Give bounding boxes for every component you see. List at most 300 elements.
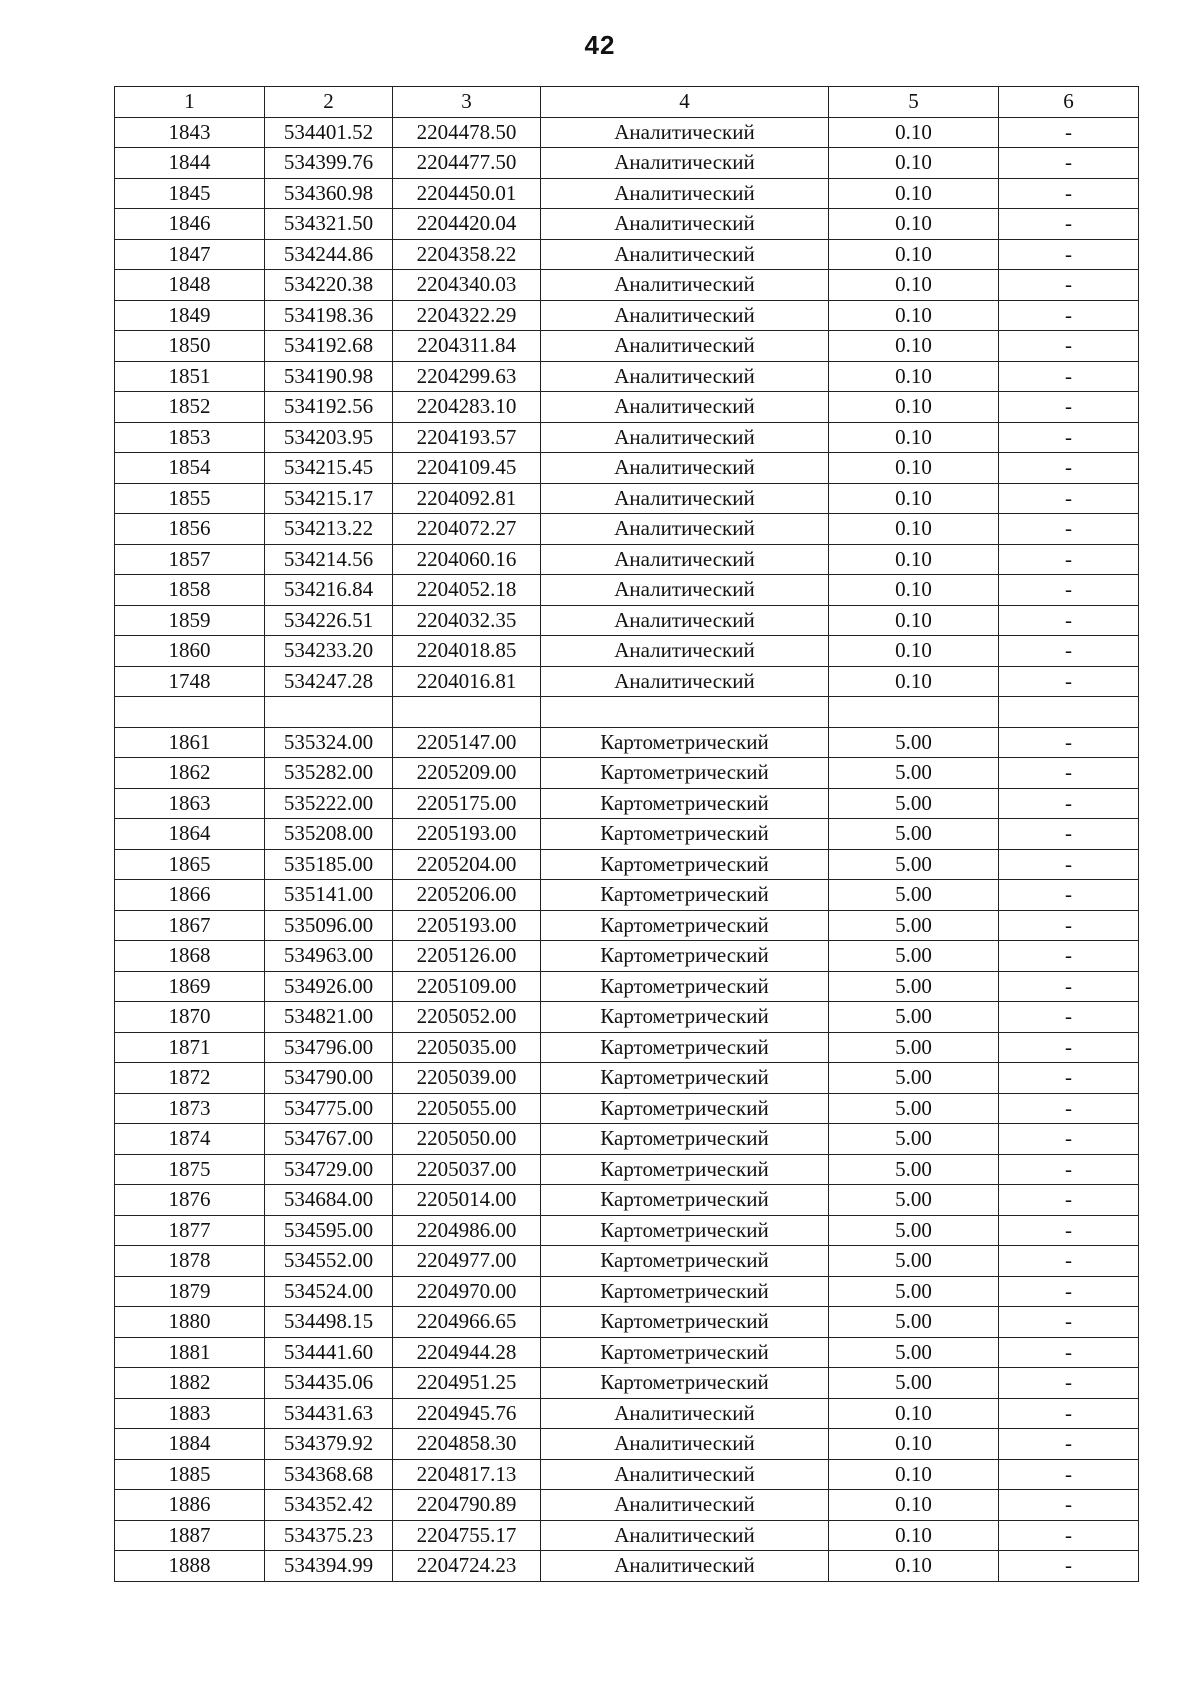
x-coordinate-cell: 534684.00 <box>265 1185 393 1216</box>
point-number-cell: 1865 <box>115 849 265 880</box>
accuracy-cell: 5.00 <box>829 758 999 789</box>
point-number-cell: 1855 <box>115 483 265 514</box>
method-cell: Картометрический <box>541 727 829 758</box>
accuracy-cell: 5.00 <box>829 910 999 941</box>
table-row <box>115 1154 1139 1185</box>
method-cell: Аналитический <box>541 178 829 209</box>
y-coordinate-cell: 2204018.85 <box>393 636 541 667</box>
point-number-cell: 1857 <box>115 544 265 575</box>
table-row <box>115 1490 1139 1521</box>
y-coordinate-cell: 2204755.17 <box>393 1520 541 1551</box>
note-cell: - <box>999 1307 1139 1338</box>
note-cell: - <box>999 331 1139 362</box>
method-cell: Картометрический <box>541 1276 829 1307</box>
y-coordinate-cell: 2204060.16 <box>393 544 541 575</box>
x-coordinate-cell: 534524.00 <box>265 1276 393 1307</box>
y-coordinate-cell: 2204450.01 <box>393 178 541 209</box>
note-cell: - <box>999 1032 1139 1063</box>
table-row <box>115 239 1139 270</box>
table-row <box>115 544 1139 575</box>
point-number-cell: 1869 <box>115 971 265 1002</box>
x-coordinate-cell: 534213.22 <box>265 514 393 545</box>
y-coordinate-cell: 2204283.10 <box>393 392 541 423</box>
x-coordinate-cell: 534498.15 <box>265 1307 393 1338</box>
point-number-cell: 1872 <box>115 1063 265 1094</box>
point-number-cell: 1884 <box>115 1429 265 1460</box>
y-coordinate-cell: 2204072.27 <box>393 514 541 545</box>
method-cell: Картометрический <box>541 1124 829 1155</box>
method-cell: Аналитический <box>541 575 829 606</box>
point-number-cell: 1846 <box>115 209 265 240</box>
table-row <box>115 422 1139 453</box>
note-cell: - <box>999 178 1139 209</box>
point-number-cell <box>115 697 265 728</box>
method-cell: Аналитический <box>541 453 829 484</box>
method-cell: Аналитический <box>541 422 829 453</box>
table-row <box>115 910 1139 941</box>
point-number-cell: 1848 <box>115 270 265 301</box>
x-coordinate-cell: 534790.00 <box>265 1063 393 1094</box>
x-coordinate-cell: 534552.00 <box>265 1246 393 1277</box>
method-cell: Аналитический <box>541 270 829 301</box>
header-row <box>115 87 1139 118</box>
table-row <box>115 270 1139 301</box>
method-cell: Аналитический <box>541 1429 829 1460</box>
method-cell: Аналитический <box>541 544 829 575</box>
y-coordinate-cell: 2204817.13 <box>393 1459 541 1490</box>
y-coordinate-cell: 2204477.50 <box>393 148 541 179</box>
accuracy-cell: 5.00 <box>829 1337 999 1368</box>
header-cell: 6 <box>999 87 1139 118</box>
y-coordinate-cell: 2204193.57 <box>393 422 541 453</box>
method-cell: Аналитический <box>541 1490 829 1521</box>
table-row <box>115 1459 1139 1490</box>
x-coordinate-cell: 534233.20 <box>265 636 393 667</box>
method-cell: Картометрический <box>541 758 829 789</box>
y-coordinate-cell: 2205204.00 <box>393 849 541 880</box>
x-coordinate-cell: 534215.45 <box>265 453 393 484</box>
table-row <box>115 1063 1139 1094</box>
method-cell: Аналитический <box>541 1459 829 1490</box>
accuracy-cell: 0.10 <box>829 300 999 331</box>
method-cell: Аналитический <box>541 666 829 697</box>
y-coordinate-cell: 2205050.00 <box>393 1124 541 1155</box>
method-cell: Аналитический <box>541 209 829 240</box>
x-coordinate-cell: 534190.98 <box>265 361 393 392</box>
table-header <box>115 87 1139 118</box>
x-coordinate-cell: 534379.92 <box>265 1429 393 1460</box>
accuracy-cell: 0.10 <box>829 331 999 362</box>
point-number-cell: 1867 <box>115 910 265 941</box>
method-cell: Картометрический <box>541 1368 829 1399</box>
x-coordinate-cell: 534441.60 <box>265 1337 393 1368</box>
x-coordinate-cell: 534192.68 <box>265 331 393 362</box>
method-cell: Картометрический <box>541 1215 829 1246</box>
x-coordinate-cell: 534220.38 <box>265 270 393 301</box>
accuracy-cell <box>829 697 999 728</box>
note-cell: - <box>999 788 1139 819</box>
table-row <box>115 1398 1139 1429</box>
table-row <box>115 300 1139 331</box>
table-row <box>115 941 1139 972</box>
x-coordinate-cell: 534435.06 <box>265 1368 393 1399</box>
table-body <box>115 117 1139 1581</box>
table-row <box>115 727 1139 758</box>
note-cell: - <box>999 483 1139 514</box>
y-coordinate-cell: 2205039.00 <box>393 1063 541 1094</box>
table-row <box>115 819 1139 850</box>
x-coordinate-cell: 534729.00 <box>265 1154 393 1185</box>
point-number-cell: 1858 <box>115 575 265 606</box>
y-coordinate-cell: 2205209.00 <box>393 758 541 789</box>
accuracy-cell: 0.10 <box>829 209 999 240</box>
point-number-cell: 1862 <box>115 758 265 789</box>
method-cell: Картометрический <box>541 971 829 1002</box>
header-cell: 5 <box>829 87 999 118</box>
accuracy-cell: 5.00 <box>829 1124 999 1155</box>
note-cell <box>999 697 1139 728</box>
accuracy-cell: 0.10 <box>829 1429 999 1460</box>
accuracy-cell: 5.00 <box>829 849 999 880</box>
accuracy-cell: 0.10 <box>829 148 999 179</box>
point-number-cell: 1856 <box>115 514 265 545</box>
note-cell: - <box>999 544 1139 575</box>
x-coordinate-cell: 534775.00 <box>265 1093 393 1124</box>
x-coordinate-cell: 534192.56 <box>265 392 393 423</box>
accuracy-cell: 0.10 <box>829 392 999 423</box>
x-coordinate-cell: 534401.52 <box>265 117 393 148</box>
point-number-cell: 1882 <box>115 1368 265 1399</box>
y-coordinate-cell: 2205175.00 <box>393 788 541 819</box>
y-coordinate-cell: 2204420.04 <box>393 209 541 240</box>
point-number-cell: 1853 <box>115 422 265 453</box>
note-cell: - <box>999 849 1139 880</box>
table-row <box>115 1307 1139 1338</box>
point-number-cell: 1847 <box>115 239 265 270</box>
table-row <box>115 1429 1139 1460</box>
note-cell: - <box>999 1429 1139 1460</box>
point-number-cell: 1748 <box>115 666 265 697</box>
method-cell: Аналитический <box>541 117 829 148</box>
table-row <box>115 392 1139 423</box>
note-cell: - <box>999 392 1139 423</box>
note-cell: - <box>999 1185 1139 1216</box>
method-cell: Аналитический <box>541 331 829 362</box>
table-row <box>115 209 1139 240</box>
y-coordinate-cell: 2205014.00 <box>393 1185 541 1216</box>
note-cell: - <box>999 117 1139 148</box>
point-number-cell: 1883 <box>115 1398 265 1429</box>
table-row <box>115 758 1139 789</box>
method-cell: Аналитический <box>541 636 829 667</box>
method-cell: Аналитический <box>541 1520 829 1551</box>
point-number-cell: 1849 <box>115 300 265 331</box>
method-cell: Картометрический <box>541 1002 829 1033</box>
method-cell: Картометрический <box>541 1032 829 1063</box>
header-cell: 1 <box>115 87 265 118</box>
accuracy-cell: 0.10 <box>829 117 999 148</box>
note-cell: - <box>999 1520 1139 1551</box>
point-number-cell: 1859 <box>115 605 265 636</box>
table-row <box>115 605 1139 636</box>
y-coordinate-cell: 2204951.25 <box>393 1368 541 1399</box>
table-row <box>115 636 1139 667</box>
table-row <box>115 666 1139 697</box>
point-number-cell: 1887 <box>115 1520 265 1551</box>
accuracy-cell: 0.10 <box>829 270 999 301</box>
table-row <box>115 1124 1139 1155</box>
accuracy-cell: 5.00 <box>829 1032 999 1063</box>
x-coordinate-cell: 534216.84 <box>265 575 393 606</box>
point-number-cell: 1860 <box>115 636 265 667</box>
accuracy-cell: 0.10 <box>829 361 999 392</box>
table-row <box>115 1032 1139 1063</box>
x-coordinate-cell: 535096.00 <box>265 910 393 941</box>
method-cell: Картометрический <box>541 1154 829 1185</box>
accuracy-cell: 0.10 <box>829 666 999 697</box>
point-number-cell: 1850 <box>115 331 265 362</box>
method-cell: Картометрический <box>541 910 829 941</box>
method-cell: Картометрический <box>541 1093 829 1124</box>
method-cell: Аналитический <box>541 148 829 179</box>
accuracy-cell: 0.10 <box>829 1520 999 1551</box>
accuracy-cell: 5.00 <box>829 1093 999 1124</box>
table-row <box>115 178 1139 209</box>
note-cell: - <box>999 1459 1139 1490</box>
y-coordinate-cell: 2205193.00 <box>393 910 541 941</box>
method-cell: Аналитический <box>541 1398 829 1429</box>
note-cell: - <box>999 1124 1139 1155</box>
method-cell: Картометрический <box>541 880 829 911</box>
point-number-cell: 1871 <box>115 1032 265 1063</box>
accuracy-cell: 5.00 <box>829 788 999 819</box>
method-cell: Аналитический <box>541 300 829 331</box>
table-row <box>115 117 1139 148</box>
y-coordinate-cell: 2204299.63 <box>393 361 541 392</box>
point-number-cell: 1864 <box>115 819 265 850</box>
table-row-separator <box>115 697 1139 728</box>
y-coordinate-cell: 2205206.00 <box>393 880 541 911</box>
x-coordinate-cell <box>265 697 393 728</box>
x-coordinate-cell: 534352.42 <box>265 1490 393 1521</box>
x-coordinate-cell: 535208.00 <box>265 819 393 850</box>
point-number-cell: 1878 <box>115 1246 265 1277</box>
x-coordinate-cell: 534796.00 <box>265 1032 393 1063</box>
accuracy-cell: 5.00 <box>829 1185 999 1216</box>
point-number-cell: 1874 <box>115 1124 265 1155</box>
note-cell: - <box>999 880 1139 911</box>
accuracy-cell: 5.00 <box>829 1307 999 1338</box>
accuracy-cell: 0.10 <box>829 1551 999 1582</box>
point-number-cell: 1863 <box>115 788 265 819</box>
y-coordinate-cell: 2204109.45 <box>393 453 541 484</box>
method-cell: Картометрический <box>541 1337 829 1368</box>
point-number-cell: 1881 <box>115 1337 265 1368</box>
y-coordinate-cell: 2205052.00 <box>393 1002 541 1033</box>
x-coordinate-cell: 534375.23 <box>265 1520 393 1551</box>
y-coordinate-cell: 2205035.00 <box>393 1032 541 1063</box>
accuracy-cell: 5.00 <box>829 1276 999 1307</box>
table-row <box>115 514 1139 545</box>
note-cell: - <box>999 239 1139 270</box>
accuracy-cell: 5.00 <box>829 1246 999 1277</box>
x-coordinate-cell: 534394.99 <box>265 1551 393 1582</box>
accuracy-cell: 0.10 <box>829 575 999 606</box>
table-row <box>115 575 1139 606</box>
accuracy-cell: 0.10 <box>829 605 999 636</box>
method-cell: Аналитический <box>541 1551 829 1582</box>
point-number-cell: 1886 <box>115 1490 265 1521</box>
point-number-cell: 1854 <box>115 453 265 484</box>
x-coordinate-cell: 534321.50 <box>265 209 393 240</box>
accuracy-cell: 0.10 <box>829 178 999 209</box>
note-cell: - <box>999 1490 1139 1521</box>
page-number: 42 <box>584 30 616 60</box>
note-cell: - <box>999 300 1139 331</box>
point-number-cell: 1875 <box>115 1154 265 1185</box>
y-coordinate-cell: 2204311.84 <box>393 331 541 362</box>
y-coordinate-cell: 2204032.35 <box>393 605 541 636</box>
note-cell: - <box>999 971 1139 1002</box>
y-coordinate-cell: 2204790.89 <box>393 1490 541 1521</box>
note-cell: - <box>999 361 1139 392</box>
method-cell: Картометрический <box>541 788 829 819</box>
y-coordinate-cell: 2205109.00 <box>393 971 541 1002</box>
accuracy-cell: 0.10 <box>829 544 999 575</box>
y-coordinate-cell: 2204358.22 <box>393 239 541 270</box>
table-row <box>115 1276 1139 1307</box>
y-coordinate-cell: 2204966.65 <box>393 1307 541 1338</box>
table-row <box>115 971 1139 1002</box>
table-row <box>115 1520 1139 1551</box>
table-row <box>115 1551 1139 1582</box>
method-cell: Картометрический <box>541 1246 829 1277</box>
note-cell: - <box>999 1246 1139 1277</box>
point-number-cell: 1876 <box>115 1185 265 1216</box>
y-coordinate-cell: 2204945.76 <box>393 1398 541 1429</box>
point-number-cell: 1888 <box>115 1551 265 1582</box>
accuracy-cell: 5.00 <box>829 971 999 1002</box>
y-coordinate-cell: 2204052.18 <box>393 575 541 606</box>
method-cell: Картометрический <box>541 941 829 972</box>
table-row <box>115 148 1139 179</box>
method-cell: Аналитический <box>541 514 829 545</box>
method-cell: Картометрический <box>541 849 829 880</box>
y-coordinate-cell: 2204092.81 <box>393 483 541 514</box>
method-cell: Картометрический <box>541 819 829 850</box>
x-coordinate-cell: 534244.86 <box>265 239 393 270</box>
table-row <box>115 1368 1139 1399</box>
y-coordinate-cell: 2204944.28 <box>393 1337 541 1368</box>
table-row <box>115 1185 1139 1216</box>
table-row <box>115 1093 1139 1124</box>
note-cell: - <box>999 1093 1139 1124</box>
y-coordinate-cell: 2205193.00 <box>393 819 541 850</box>
x-coordinate-cell: 534198.36 <box>265 300 393 331</box>
note-cell: - <box>999 453 1139 484</box>
y-coordinate-cell: 2204858.30 <box>393 1429 541 1460</box>
x-coordinate-cell: 534926.00 <box>265 971 393 1002</box>
y-coordinate-cell: 2205037.00 <box>393 1154 541 1185</box>
note-cell: - <box>999 422 1139 453</box>
x-coordinate-cell: 534247.28 <box>265 666 393 697</box>
point-number-cell: 1880 <box>115 1307 265 1338</box>
point-number-cell: 1885 <box>115 1459 265 1490</box>
note-cell: - <box>999 636 1139 667</box>
y-coordinate-cell <box>393 697 541 728</box>
accuracy-cell: 5.00 <box>829 819 999 850</box>
method-cell: Аналитический <box>541 361 829 392</box>
note-cell: - <box>999 666 1139 697</box>
accuracy-cell: 5.00 <box>829 880 999 911</box>
y-coordinate-cell: 2205055.00 <box>393 1093 541 1124</box>
x-coordinate-cell: 534963.00 <box>265 941 393 972</box>
table-row <box>115 1246 1139 1277</box>
table-row <box>115 1337 1139 1368</box>
accuracy-cell: 5.00 <box>829 1063 999 1094</box>
note-cell: - <box>999 1276 1139 1307</box>
x-coordinate-cell: 534767.00 <box>265 1124 393 1155</box>
table-row <box>115 849 1139 880</box>
accuracy-cell: 0.10 <box>829 1459 999 1490</box>
header-cell: 3 <box>393 87 541 118</box>
x-coordinate-cell: 534368.68 <box>265 1459 393 1490</box>
table-row <box>115 361 1139 392</box>
x-coordinate-cell: 534431.63 <box>265 1398 393 1429</box>
note-cell: - <box>999 910 1139 941</box>
y-coordinate-cell: 2204478.50 <box>393 117 541 148</box>
header-cell: 4 <box>541 87 829 118</box>
header-cell: 2 <box>265 87 393 118</box>
y-coordinate-cell: 2204016.81 <box>393 666 541 697</box>
note-cell: - <box>999 1215 1139 1246</box>
table-row <box>115 1002 1139 1033</box>
x-coordinate-cell: 534226.51 <box>265 605 393 636</box>
method-cell: Аналитический <box>541 605 829 636</box>
table-row <box>115 880 1139 911</box>
note-cell: - <box>999 1154 1139 1185</box>
accuracy-cell: 0.10 <box>829 453 999 484</box>
note-cell: - <box>999 1063 1139 1094</box>
note-cell: - <box>999 1398 1139 1429</box>
accuracy-cell: 0.10 <box>829 1490 999 1521</box>
x-coordinate-cell: 534203.95 <box>265 422 393 453</box>
note-cell: - <box>999 148 1139 179</box>
accuracy-cell: 0.10 <box>829 1398 999 1429</box>
point-number-cell: 1879 <box>115 1276 265 1307</box>
y-coordinate-cell: 2205126.00 <box>393 941 541 972</box>
point-number-cell: 1868 <box>115 941 265 972</box>
method-cell: Аналитический <box>541 392 829 423</box>
accuracy-cell: 0.10 <box>829 514 999 545</box>
accuracy-cell: 5.00 <box>829 1154 999 1185</box>
note-cell: - <box>999 1551 1139 1582</box>
x-coordinate-cell: 535324.00 <box>265 727 393 758</box>
x-coordinate-cell: 535282.00 <box>265 758 393 789</box>
note-cell: - <box>999 209 1139 240</box>
method-cell <box>541 697 829 728</box>
note-cell: - <box>999 819 1139 850</box>
x-coordinate-cell: 534821.00 <box>265 1002 393 1033</box>
accuracy-cell: 5.00 <box>829 1215 999 1246</box>
point-number-cell: 1852 <box>115 392 265 423</box>
y-coordinate-cell: 2204977.00 <box>393 1246 541 1277</box>
note-cell: - <box>999 1002 1139 1033</box>
table-row <box>115 331 1139 362</box>
table-row <box>115 788 1139 819</box>
note-cell: - <box>999 514 1139 545</box>
table-row <box>115 453 1139 484</box>
